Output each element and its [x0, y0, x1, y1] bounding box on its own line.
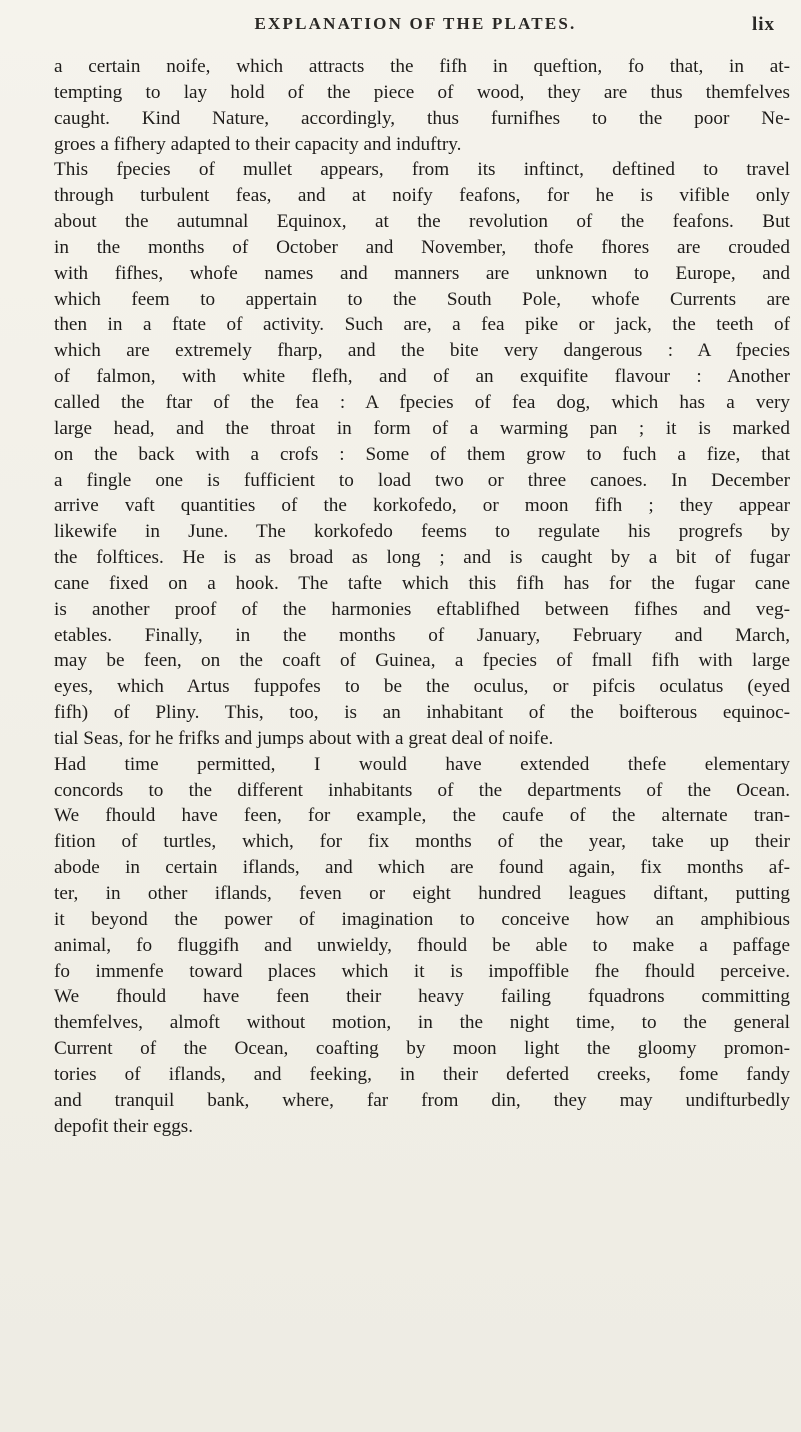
text-line: fition of turtles, which, for fix months of the year, take up their [54, 831, 790, 853]
text-line: fo immenfe toward places which it is impoffible fhe fhould perceive. [54, 960, 790, 982]
text-line: themfelves, almoft without motion, in the night time, to the general [54, 1012, 790, 1034]
text-line: tempting to lay hold of the piece of wood, they are thus themfelves [54, 81, 790, 103]
text-line: which are extremely fharp, and the bite very dangerous : A fpecies [54, 340, 790, 362]
text-line: caught. Kind Nature, accordingly, thus furnifhes to the poor Ne- [54, 107, 790, 129]
text-line: about the autumnal Equinox, at the revolution of the feafons. But [54, 211, 790, 233]
text-line: it beyond the power of imagination to conceive how an amphibious [54, 908, 790, 930]
text-line: on the back with a crofs : Some of them grow to fuch a fize, that [54, 443, 790, 465]
text-line: and tranquil bank, where, far from din, they may undifturbedly [54, 1089, 790, 1111]
text-line: which feem to appertain to the South Pole, whofe Currents are [54, 288, 790, 310]
text-line: concords to the different inhabitants of the departments of the Ocean. [54, 779, 790, 801]
text-line: Current of the Ocean, coafting by moon light the gloomy promon- [54, 1038, 790, 1060]
text-line: in the months of October and November, thofe fhores are crouded [54, 236, 790, 258]
page-number: lix [751, 14, 775, 35]
text-line: fifh) of Pliny. This, too, is an inhabitant of the boifterous equinoc- [54, 702, 790, 724]
text-line: of falmon, with white flefh, and of an exquifite flavour : Another [54, 366, 790, 388]
text-line: the folftices. He is as broad as long ; and is caught by a bit of fugar [54, 547, 790, 569]
text-line: Had time permitted, I would have extended thefe elementary [54, 753, 790, 775]
text-line: may be feen, on the coaft of Guinea, a fpecies of fmall fifh with large [54, 650, 790, 672]
text-line: abode in certain iflands, and which are found again, fix months af- [54, 857, 790, 879]
running-head [52, 14, 779, 44]
text-line: called the ftar of the fea : A fpecies of fea dog, which has a very [54, 391, 790, 413]
text-line: tories of iflands, and feeking, in their deferted creeks, fome fandy [54, 1063, 790, 1085]
text-line: a certain noife, which attracts the fifh in queftion, fo that, in at- [54, 56, 790, 77]
body-text [54, 54, 790, 1139]
text-line: through turbulent feas, and at noify feafons, for he is vifible only [54, 185, 790, 207]
text-line: ter, in other iflands, feven or eight hundred leagues diftant, putting [54, 883, 790, 904]
text-line: This fpecies of mullet appears, from its inftinct, deftined to travel [54, 159, 790, 181]
text-line: large head, and the throat in form of a warming pan ; it is marked [54, 417, 790, 439]
text-line: etables. Finally, in the months of January, February and March, [54, 624, 790, 646]
text-line: tial Seas, for he frifks and jumps about with a great deal of noife. [54, 727, 554, 749]
text-line: arrive vaft quantities of the korkofedo, or moon fifh ; they appear [54, 495, 790, 517]
text-line: animal, fo fluggifh and unwieldy, fhould be able to make a paffage [54, 934, 790, 956]
text-line: depofit their eggs. [54, 1115, 194, 1137]
running-title: EXPLANATION OF THE PLATES. [254, 14, 577, 33]
text-line: We fhould have feen, for example, the caufe of the alternate tran- [54, 805, 790, 827]
text-line: then in a ftate of activity. Such are, a fea pike or jack, the teeth of [54, 314, 790, 336]
text-line: eyes, which Artus fuppofes to be the oculus, or pifcis oculatus (eyed [54, 676, 790, 698]
text-line: with fifhes, whofe names and manners are unknown to Europe, and [54, 262, 790, 284]
text-line: cane fixed on a hook. The tafte which this fifh has for the fugar cane [54, 572, 790, 594]
text-line: a fingle one is fufficient to load two or three canoes. In December [54, 469, 790, 491]
text-line: likewife in June. The korkofedo feems to regulate his progrefs by [54, 521, 790, 543]
text-line: groes a fifhery adapted to their capacity and induftry. [54, 133, 462, 155]
text-line: is another proof of the harmonies eftablifhed between fifhes and veg- [54, 598, 790, 620]
text-line: We fhould have feen their heavy failing fquadrons committing [54, 986, 790, 1008]
